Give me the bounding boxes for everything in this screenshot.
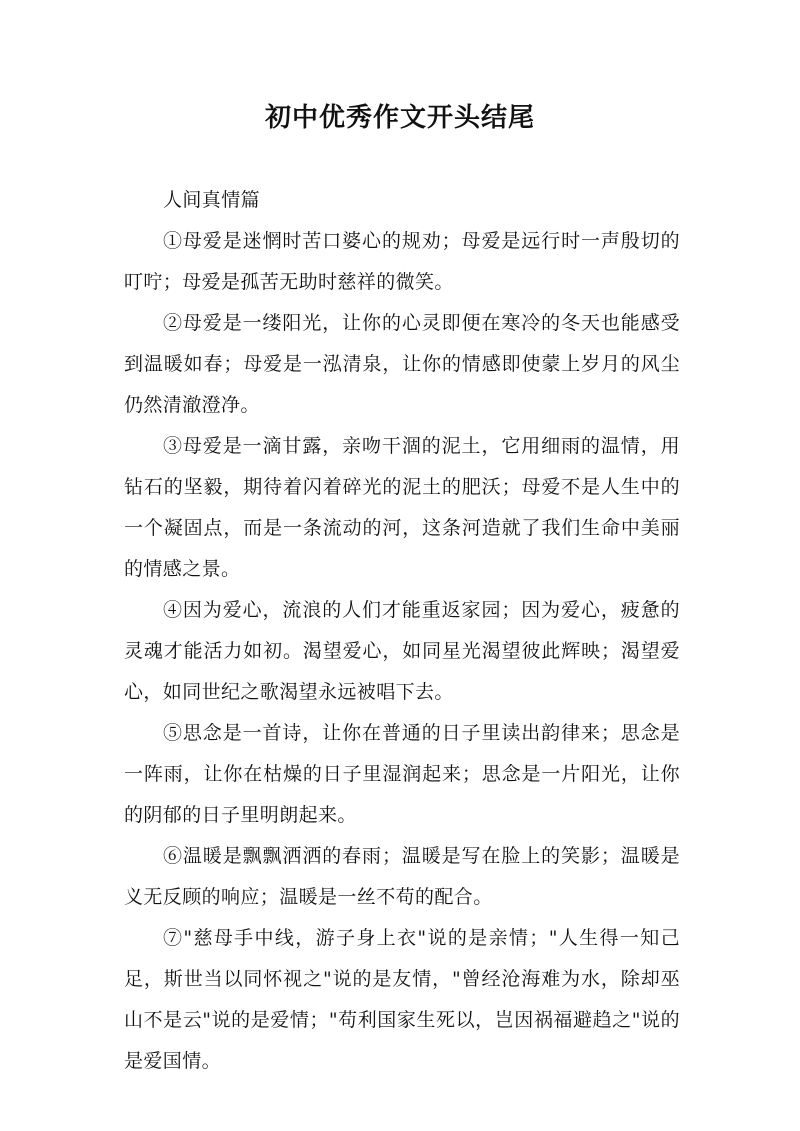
paragraph-5: ⑤思念是一首诗，让你在普通的日子里读出韵律来；思念是一阵雨，让你在枯燥的日子里湿润起来；思念是一片阳光，让你的阴郁的日子里明朗起来。 [124, 722, 680, 826]
section-heading: 人间真情篇 [163, 189, 261, 211]
paragraph-2: ②母爱是一缕阳光，让你的心灵即便在寒冷的冬天也能感受到温暖如春；母爱是一泓清泉，让你的情感即使蒙上岁月的风尘仍然清澈澄净。 [124, 312, 680, 416]
paragraph-6: ⑥温暖是飘飘洒洒的春雨；温暖是写在脸上的笑影；温暖是义无反顾的响应；温暖是一丝不苟的配合。 [124, 845, 680, 908]
document-body [124, 180, 680, 1082]
document-title: 初中优秀作文开头结尾 [264, 103, 535, 133]
paragraph-4: ④因为爱心，流浪的人们才能重返家园；因为爱心，疲惫的灵魂才能活力如初。渴望爱心，如同星光渴望彼此辉映；渴望爱心，如同世纪之歌渴望永远被唱下去。 [124, 599, 680, 703]
paragraph-7: ⑦"慈母手中线，游子身上衣"说的是亲情；"人生得一知己足，斯世当以同怀视之"说的是友情，"曾经沧海难为水，除却巫山不是云"说的是爱情；"苟利国家生死以，岂因祸福避趋之"说的是爱国情。 [124, 927, 680, 1072]
paragraph-3: ③母爱是一滴甘露，亲吻干涸的泥土，它用细雨的温情，用钻石的坚毅，期待着闪着碎光的泥土的肥沃；母爱不是人生中的一个凝固点，而是一条流动的河，这条河造就了我们生命中美丽的情感之景。 [124, 435, 680, 580]
paragraph-1: ①母爱是迷惘时苦口婆心的规劝；母爱是远行时一声殷切的叮咛；母爱是孤苦无助时慈祥的微笑。 [124, 230, 680, 293]
